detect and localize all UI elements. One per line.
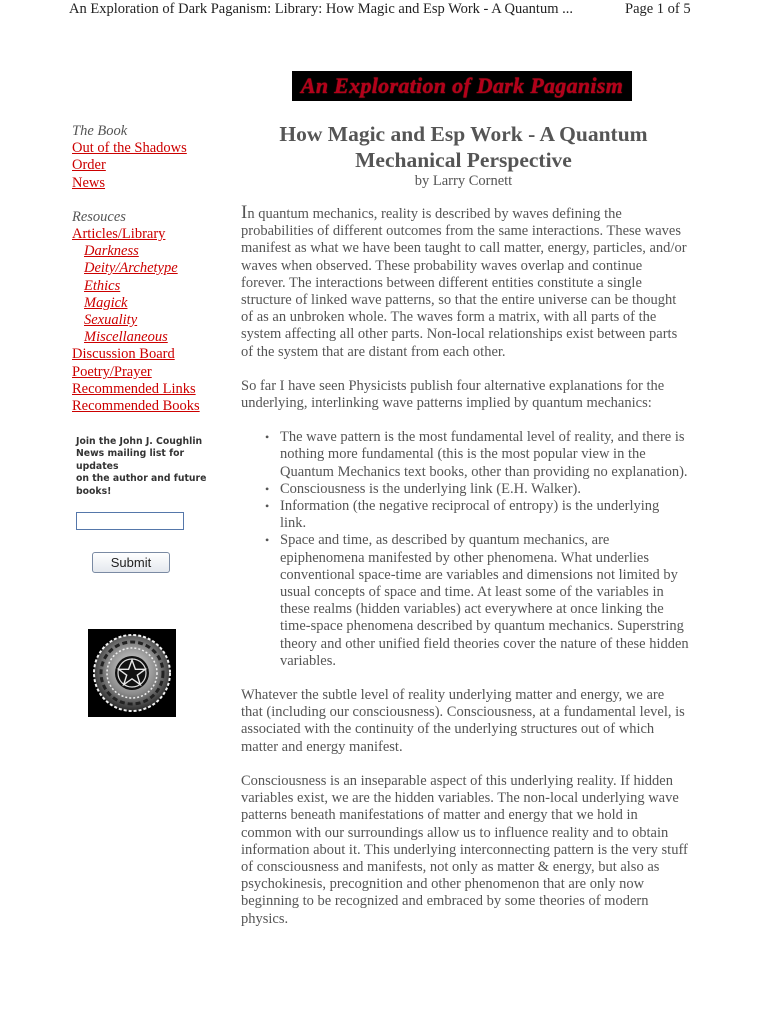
sidebar-link-articles-library[interactable]: Articles/Library <box>72 226 166 243</box>
list-item: • Space and time, as described by quantum mechanics, are epiphenomena manifested by other phenomena. What underlies conventional space-time are variables and dimensions not limited by usual concepts of space and time. At least some of the variables in these realms (hidden variables) act everywhere at once linking the time-space phenomena described by quantum mechanics. Superstring theory and other unified field theories cover the nature of these hidden variables. <box>280 532 689 670</box>
print-header <box>0 0 768 22</box>
pentacle-icon <box>88 629 176 717</box>
sidebar-link-sexuality[interactable]: Sexuality <box>84 312 138 329</box>
sidebar-link-news[interactable]: News <box>72 174 106 191</box>
sidebar-link-recommended-links[interactable]: Recommended Links <box>72 380 196 397</box>
sidebar-link-poetry-prayer[interactable]: Poetry/Prayer <box>72 363 152 380</box>
site-banner-text: An Exploration of Dark Paganism <box>300 73 624 98</box>
mailing-email-input[interactable] <box>76 512 184 530</box>
sidebar-link-recommended-books[interactable]: Recommended Books <box>72 398 200 415</box>
sidebar-link-discussion-board[interactable]: Discussion Board <box>72 346 175 363</box>
article-title: How Magic and Esp Work - A Quantum Mechanical Perspective <box>279 122 648 172</box>
sidebar-label-book: The Book <box>72 123 128 139</box>
print-doc-title: An Exploration of Dark Paganism: Library: How Magic and Esp Work - A Quantum ... <box>69 1 573 17</box>
site-banner[interactable] <box>292 71 632 101</box>
article <box>241 121 689 945</box>
sidebar-link-deity-archetype[interactable]: Deity/Archetype <box>84 260 178 277</box>
article-paragraph-4: Consciousness is an inseparable aspect of this underlying reality. If hidden variables exist, we are the hidden variables. The non-local underlying wave patterns beneath manifestations of matter and energy that we hold in common with our surroundings allow us to influence reality and to obtain information about it. This underlying interconnecting pattern is the very stuff of consciousness and manifests, not only as matter & energy, but also as psychokinesis, precognition and other phenomenon that are only now beginning to be recognized and embraced by some theories of modern physics. <box>241 772 688 927</box>
sidebar-link-darkness[interactable]: Darkness <box>84 243 139 260</box>
pentacle-image <box>88 629 176 717</box>
sidebar-label-resources: Resouces <box>72 208 126 225</box>
sidebar-link-magick[interactable]: Magick <box>84 294 128 311</box>
sidebar-link-out-of-the-shadows[interactable]: Out of the Shadows <box>72 140 187 157</box>
sidebar-link-ethics[interactable]: Ethics <box>84 277 121 294</box>
list-item: • Information (the negative reciprocal of entropy) is the underlying link. <box>280 498 689 532</box>
article-paragraph-2: So far I have seen Physicists publish four alternative explanations for the underlying, interlinking wave patterns implied by quantum mechanics: <box>241 377 665 412</box>
article-byline: by Larry Cornett <box>414 173 513 189</box>
mailing-list-text: Join the John J. Coughlin News mailing list for updates on the author and future books! <box>76 436 207 497</box>
list-item: • Consciousness is the underlying link (E.H. Walker). <box>280 481 689 498</box>
article-paragraph-1: In quantum mechanics, reality is described by waves defining the probabilities of different outcomes from the same interactions. These waves manifest as what we have been taught to call matter, energy, particles, and/or waves when observed. These probability waves overlap and continue forever. The interactions between different entities constitute a single structure of linked wave patterns, so that the entire universe can be thought of as an unbroken whole. The waves form a matrix, with all parts of the system affecting all other parts. Non-local relationships exist between parts of the system that are distant from each other. <box>241 202 687 360</box>
submit-button[interactable]: Submit <box>92 552 170 573</box>
list-item: • The wave pattern is the most fundamental level of reality, and there is nothing more fundamental (this is the most popular view in the Quantum Mechanics text books, other than providing no explanation). <box>280 429 689 481</box>
sidebar-link-order[interactable]: Order <box>72 157 106 174</box>
sidebar-link-miscellaneous[interactable]: Miscellaneous <box>84 329 168 346</box>
sidebar <box>72 123 232 415</box>
print-page-number: Page 1 of 5 <box>625 1 691 17</box>
explanations-list <box>241 429 689 670</box>
article-paragraph-3: Whatever the subtle level of reality underlying matter and energy, we are that (including our consciousness). Consciousness, at a fundamental level, is associated with the continuity of the underlying structures out of which matter and energy manifest. <box>241 687 685 755</box>
